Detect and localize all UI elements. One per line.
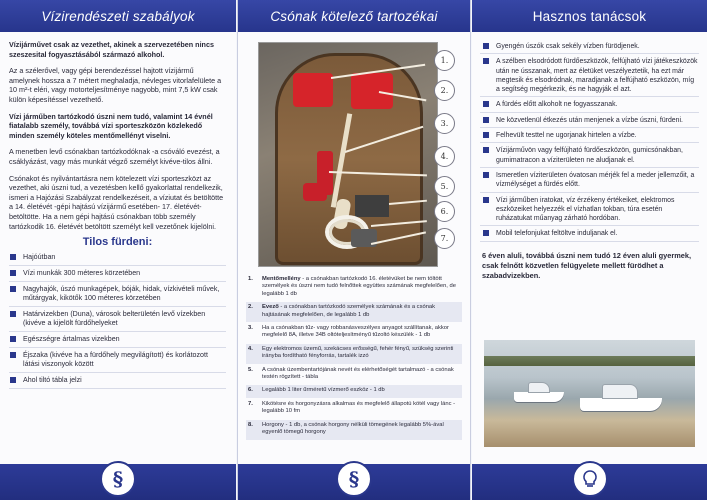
life-vest-image xyxy=(351,73,393,109)
rules-paragraph: Az a szélerővel, vagy gépi berendezéssel hajtott vízijármű amelynek hossza a 7 métert meghaladja, névleges vitorlafelülete a 10 m²-t eléri, vagy motorteljesítménye nagyobb, mint 7,5 kW csak külön képesítéssel vezethető. xyxy=(9,66,222,104)
forbidden-item: Ahol tiltó tábla jelzi xyxy=(9,376,226,389)
forbidden-item: Hajóútban xyxy=(9,253,226,266)
rules-body xyxy=(0,32,236,389)
tip-item: Mobil telefonjukat feltöltve induljanak el. xyxy=(480,229,699,241)
equipment-list xyxy=(246,274,462,441)
equipment-item: 1. Mentőmellény - a csónakban tartózkodó 16. életévüket be nem töltött személyek és úszni nem tudó felnőttek együttes számának megfelelően, de legalább 1 db xyxy=(248,276,456,297)
forbidden-item: Határvizekben (Duna), városok belterületén levő vízekben (kivéve a kijelölt fürdőhelyeket xyxy=(9,310,226,332)
far-shore xyxy=(484,356,695,366)
life-vest-image xyxy=(293,73,333,107)
photo-number: 4. xyxy=(434,146,455,167)
forbidden-item: Egészségre ártalmas vizekben xyxy=(9,335,226,348)
bailer-image xyxy=(355,195,389,217)
anchor-image xyxy=(351,229,377,247)
rules-paragraph: Csónakot és nyilvántartásra nem kötelezett vízi sporteszközt az vezethet, aki úszni tud, a vezetésben kellő gyakorlattal rendelkezik, ismeri a Hajózási Szabályzat rendelkezéseit, a víziutat és betöltötte a 14. életévét -gépi hajtású vízijármű esetében- 17. életévét- betöltötte. Ha a nem gépi hajtású csónakban több személy tartózkodik 16. életévét betöltött személyt kell vezetőnek kijelölni. xyxy=(9,173,224,231)
rules-paragraph: Vízi járműben tartózkodó úszni nem tudó, valamint 14 évnél fiatalabb személy, továbbá vízi sporteszközön közlekedő minden személy köteles mentőmellényt viselni. xyxy=(9,111,213,140)
lamp-image xyxy=(303,183,327,201)
motorboat-cabin xyxy=(528,382,550,393)
boat-equipment-photo xyxy=(258,42,438,267)
forbidden-list xyxy=(9,253,226,389)
equipment-item: 5. A csónak üzembentartójának nevét és elérhetőségét tartalmazó - a csónak testén rögzített - tábla xyxy=(248,366,454,381)
motorboat-cabin xyxy=(602,384,638,399)
tip-item: Ismeretlen víziterületen óvatosan mérjék fel a meder jellemzőit, a vízmélységet a fürdés előtt. xyxy=(480,171,699,193)
tip-item: A szélben elsodródott fürdőeszközök, felfújható vízi játékeszközök után ne ússzanak, mert az életüket veszélyeztetik, ha ezt már megtesik és elsodródnak, maradjanak a felfújható eszközön, míg a segítség megérkezik, és ne hagyják el azt. xyxy=(480,57,699,97)
equipment-item: 7. Kikötésre és horgonyzásra alkalmas és megfelelő állapotú kötél vagy lánc - legalább 10 fm xyxy=(248,400,456,415)
photo-number: 3. xyxy=(434,113,455,134)
panel-equipment-footer xyxy=(238,464,470,500)
panel-equipment-title: Csónak kötelező tartozékai xyxy=(270,8,438,24)
photo-number: 7. xyxy=(434,228,455,249)
forbidden-item: Vízi munkák 300 méteres körzetében xyxy=(9,269,226,282)
equipment-item: 8. Horgony - 1 db, a csónak horgony nélküli tömegének legalább 5%-ával egyenlő tömegű horgony xyxy=(246,420,462,440)
lake-motorboats-photo xyxy=(484,340,695,447)
panel-rules-title: Vízirendészeti szabályok xyxy=(41,8,195,24)
forbidden-title: Tilos fürdeni: xyxy=(82,236,153,249)
panel-rules-footer xyxy=(0,464,236,500)
tip-item: A fürdés előtt alkoholt ne fogyasszanak. xyxy=(480,100,699,112)
panel-rules xyxy=(0,0,236,500)
forbidden-item: Nagyhajók, úszó munkagépek, bóják, hidak, vízkivételi művek, műtárgyak, kikötők 100 méteres körzetében xyxy=(9,285,226,307)
equipment-item: 3. Ha a csónakban tűz- vagy robbanásveszélyes anyagot szállítanak, akkor megfelelő 8A, illetve 34B oltóteljesítményű tűzoltó készülék - 1 db xyxy=(248,325,449,339)
motorboat-image xyxy=(514,392,564,402)
equipment-item: 6. Legalább 1 liter űrméretű vízmerő eszköz - 1 db xyxy=(246,385,462,397)
tip-item: Vízi járműben iratokat, víz érzékeny értékeiket, elektromos eszközeiket helyezzék el vízhatlan tokban, túra esetén ruházatukat műanyag zárható hordóban. xyxy=(480,196,699,227)
equipment-item: 2. Evező - a csónakban tartózkodó személyek számának és a csónak hajtásának megfelelően, de legalább 1 db xyxy=(246,302,462,322)
tip-item: Ne közvetlenül étkezés után menjenek a vízbe úszni, fürdeni. xyxy=(480,116,699,128)
paragraph-sign-icon: § xyxy=(336,461,372,497)
tip-item: Gyengén úszók csak sekély vízben fürödjenek. xyxy=(480,42,699,54)
lightbulb-icon xyxy=(572,461,608,497)
photo-number: 2. xyxy=(434,80,455,101)
photo-number: 5. xyxy=(434,176,455,197)
children-warning: 6 éven aluli, továbbá úszni nem tudó 12 éven aluli gyermek, csak felnőtt közvetlen felügyelete mellett fürödhet a szabadvizekben. xyxy=(482,250,692,280)
photo-number: 1. xyxy=(434,50,455,71)
tips-list xyxy=(472,32,707,242)
panel-tips-title: Hasznos tanácsok xyxy=(532,8,647,24)
panel-tips-footer xyxy=(472,464,707,500)
tip-item: Felhevült testtel ne ugorjanak hirtelen a vízbe. xyxy=(480,131,699,143)
photo-number: 6. xyxy=(434,201,455,222)
panel-tips-header xyxy=(472,0,707,32)
forbidden-item: Éjszaka (kivéve ha a fürdőhely megvilágított) és korlátozott látási viszonyok között xyxy=(9,351,226,373)
rules-paragraph: Vízijárművet csak az vezethet, akinek a szervezetében nincs szeszesital fogyasztásából származó alkohol. xyxy=(9,40,214,59)
panel-rules-header xyxy=(0,0,236,32)
panel-equipment xyxy=(237,0,471,500)
rules-paragraph: A menetben levő csónakban tartózkodóknak -a csóváló evezést, a csáklyázást, vagy más munkát végző személyt kivéve-tilos állni. xyxy=(9,147,220,166)
motorboat-image xyxy=(580,398,662,411)
equipment-item: 4. Egy elektromos üzemű, szekácses erősségű, fehér fényű, szükség szerinti irányba fordítható fényforrás, tartalék izzó xyxy=(246,344,462,364)
panel-equipment-header xyxy=(238,0,470,32)
tip-item: Vízijárművön vagy felfújható fürdőeszközön, gumicsónakban, gumimatracon a víziterületen ne aludjanak el. xyxy=(480,146,699,168)
paragraph-sign-icon: § xyxy=(100,461,136,497)
panel-tips xyxy=(472,0,707,500)
